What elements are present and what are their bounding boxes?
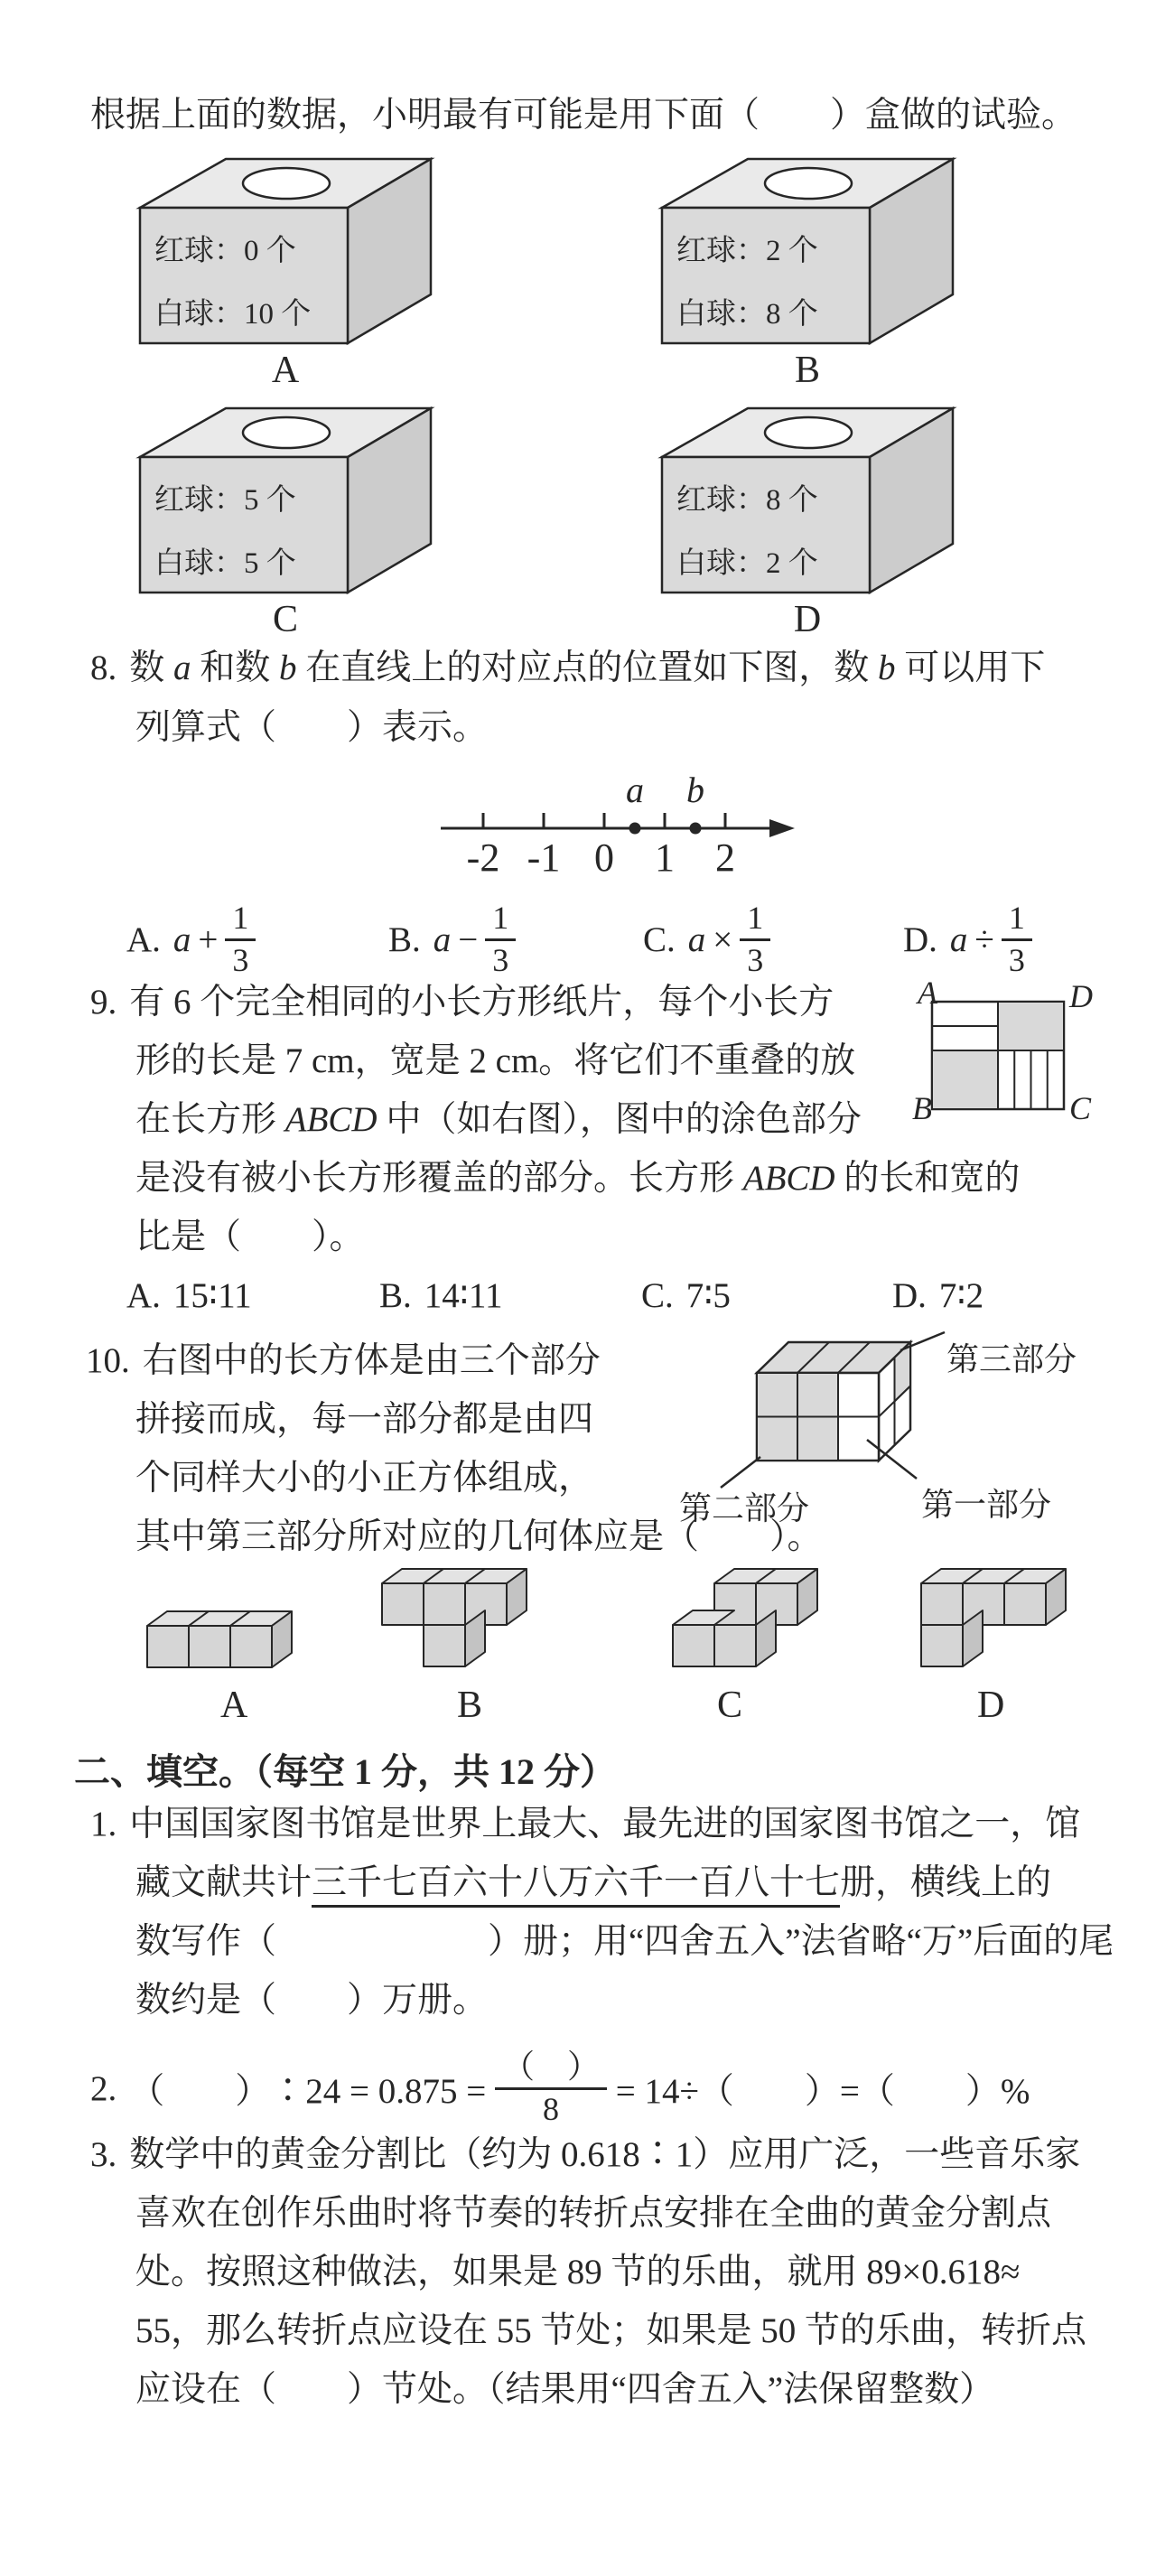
option-variable: a xyxy=(687,919,706,959)
q10-option-a-figure xyxy=(144,1607,325,1679)
tick-label: 0 xyxy=(594,835,614,880)
corner-d-label: D xyxy=(1069,978,1093,1014)
fill3-line-3: 处。按照这种做法，如果是 89 节的乐曲，就用 89×0.618≈ xyxy=(135,2253,1021,2291)
q9-line-3: 在长方形 ABCD 中（如右图），图中的涂色部分 xyxy=(135,1100,862,1139)
q10-line-4: 其中第三部分所对应的几何体应是（ ）。 xyxy=(135,1517,823,1556)
rectangle-abcd-figure xyxy=(912,966,1147,1129)
option-letter: B. xyxy=(388,919,421,959)
tick-label: -1 xyxy=(527,835,561,880)
option-operator: − xyxy=(458,919,479,959)
ball-box-a-figure xyxy=(131,152,440,350)
q9-option-b xyxy=(379,1275,502,1316)
q8-text-1: 数 a 和数 b 在直线上的对应点的位置如下图，数 b 可以用下 xyxy=(129,649,1046,687)
q10-number: 10. xyxy=(86,1341,130,1380)
point-a-label: a xyxy=(626,770,644,810)
number-line-figure xyxy=(424,759,822,885)
box-a-label: A xyxy=(271,350,300,391)
equation-part-2: = 14÷（ ）=（ ）% xyxy=(607,2072,1030,2111)
q10-option-c-label: C xyxy=(717,1685,743,1726)
fill1-text-2-post: 册，横线上的 xyxy=(840,1863,1052,1902)
fraction-denominator: 8 xyxy=(543,2090,559,2127)
q9-line-4: 是没有被小长方形覆盖的部分。长方形 ABCD 的长和宽的 xyxy=(135,1159,1021,1198)
first-part-label: 第一部分 xyxy=(921,1487,1052,1523)
white-ball-count: 白球：10 个 xyxy=(154,298,312,331)
q10-option-a-label: A xyxy=(220,1685,248,1726)
option-operator: ÷ xyxy=(974,919,994,959)
fill2-number: 2. xyxy=(90,2068,117,2108)
q9-line-1 xyxy=(90,981,834,1025)
q10-line-3: 个同样大小的小正方体组成， xyxy=(135,1459,594,1498)
fraction xyxy=(485,899,516,979)
fraction-numerator: 1 xyxy=(740,899,770,940)
option-letter: B. xyxy=(379,1276,412,1315)
red-ball-count: 红球：5 个 xyxy=(154,484,296,517)
section-2-header: 二、填空。（每空 1 分，共 12 分） xyxy=(74,1751,616,1792)
third-part-label: 第三部分 xyxy=(946,1341,1077,1377)
point-a-dot xyxy=(629,823,641,835)
point-b-dot xyxy=(690,823,702,835)
fill3-line-4: 55，那么转折点应设在 55 节处；如果是 50 节的乐曲，转折点 xyxy=(135,2311,1087,2350)
fill3-line-5: 应设在（ ）节处。（结果用“四舍五入”法保留整数） xyxy=(135,2370,995,2409)
fill1-text-2-pre: 藏文献共计 xyxy=(135,1863,312,1902)
white-ball-count: 白球：5 个 xyxy=(154,547,296,580)
fraction-denominator: 3 xyxy=(492,941,509,978)
fraction-numerator: 1 xyxy=(225,899,256,940)
fill3-line-1 xyxy=(90,2133,1080,2178)
fraction-numerator: 1 xyxy=(1002,899,1032,940)
option-letter: A. xyxy=(126,1276,161,1315)
option-operator: × xyxy=(713,919,733,959)
box-hole xyxy=(765,168,852,199)
second-part-label: 第二部分 xyxy=(679,1490,810,1526)
option-letter: D. xyxy=(903,919,937,959)
corner-a-label: A xyxy=(918,975,937,1011)
q9-number: 9. xyxy=(90,983,117,1022)
fraction-denominator: 3 xyxy=(1008,941,1025,978)
q10-option-b-figure xyxy=(379,1564,560,1678)
shaded-region-bottom-left xyxy=(932,1050,998,1109)
box-hole xyxy=(765,417,852,448)
red-ball-count: 红球：2 个 xyxy=(676,235,818,267)
ball-box-c-figure xyxy=(131,401,440,600)
corner-b-label: B xyxy=(912,1090,932,1126)
option-variable: a xyxy=(433,919,452,959)
fill2-equation xyxy=(90,2038,1030,2139)
corner-c-label: C xyxy=(1069,1090,1092,1126)
ball-box-b-figure xyxy=(653,152,962,350)
option-value: 14∶11 xyxy=(424,1276,503,1315)
option-value: 7∶5 xyxy=(685,1276,731,1315)
fill1-line-2 xyxy=(135,1862,1051,1906)
option-letter: D. xyxy=(892,1276,927,1315)
fraction xyxy=(495,2048,607,2128)
q9-text-1: 有 6 个完全相同的小长方形纸片，每个小长方 xyxy=(129,983,834,1022)
fraction-denominator: 3 xyxy=(747,941,764,978)
shaded-region-top-right xyxy=(998,1002,1064,1050)
fill3-line-2: 喜欢在创作乐曲时将节奏的转折点安排在全曲的黄金分割点 xyxy=(135,2194,1052,2233)
option-letter: A. xyxy=(126,919,161,959)
box-c-label: C xyxy=(272,599,298,640)
q10-option-c-figure xyxy=(670,1564,851,1678)
red-ball-count: 红球：8 个 xyxy=(676,484,818,517)
q8-option-c xyxy=(643,894,770,985)
option-operator: + xyxy=(198,919,219,959)
fraction xyxy=(225,899,256,979)
option-variable: a xyxy=(949,919,968,959)
q10-text-1: 右图中的长方体是由三个部分 xyxy=(142,1341,601,1380)
q9-option-d xyxy=(892,1275,984,1316)
q8-option-a xyxy=(126,894,256,985)
q10-line-1 xyxy=(86,1339,601,1384)
box-hole xyxy=(243,417,330,448)
arrow-right-icon xyxy=(769,819,795,837)
q10-option-d-figure xyxy=(918,1564,1099,1678)
q10-option-b-label: B xyxy=(457,1685,483,1726)
option-letter: C. xyxy=(643,919,676,959)
underlined-number-words: 三千七百六十八万六千一百八十七 xyxy=(312,1863,840,1908)
fill1-line-4: 数约是（ ）万册。 xyxy=(135,1981,489,2020)
fill1-text-1: 中国国家图书馆是世界上最大、最先进的国家图书馆之一，馆 xyxy=(129,1805,1081,1843)
fill3-text-1: 数学中的黄金分割比（约为 0.618∶1）应用广泛，一些音乐家 xyxy=(129,2135,1081,2174)
white-ball-count: 白球：8 个 xyxy=(676,298,818,331)
fraction-numerator: （ ） xyxy=(495,2048,607,2089)
q8-line-1 xyxy=(90,647,1045,691)
option-value: 7∶2 xyxy=(938,1276,984,1315)
option-value: 15∶11 xyxy=(172,1276,252,1315)
tick-label: 2 xyxy=(715,835,735,880)
fraction-numerator: 1 xyxy=(485,899,516,940)
fill1-line-3: 数写作（ ）册；用“四舍五入”法省略“万”后面的尾 xyxy=(135,1922,1114,1961)
fill1-number: 1. xyxy=(90,1805,117,1843)
option-variable: a xyxy=(172,919,191,959)
fill1-line-1 xyxy=(90,1803,1080,1847)
ball-box-d-figure xyxy=(653,401,962,600)
q9-option-c xyxy=(641,1275,731,1316)
fraction xyxy=(740,899,770,979)
q7-intro-line: 根据上面的数据，小明最有可能是用下面（ ）盒做的试验。 xyxy=(90,96,1077,135)
q9-line-2: 形的长是 7 cm，宽是 2 cm。将它们不重叠的放 xyxy=(135,1041,856,1080)
q10-option-d-label: D xyxy=(977,1685,1005,1726)
fraction-denominator: 3 xyxy=(232,941,249,978)
q8-line-2: 列算式（ ）表示。 xyxy=(135,708,489,747)
point-b-label: b xyxy=(686,770,704,810)
q9-option-a xyxy=(126,1275,252,1316)
q8-number: 8. xyxy=(90,649,117,687)
red-ball-count: 红球：0 个 xyxy=(154,235,296,267)
equation-part-1: （ ）∶24 = 0.875 = xyxy=(129,2072,495,2111)
q10-line-2: 拼接而成，每一部分都是由四 xyxy=(135,1400,594,1439)
option-letter: C. xyxy=(641,1276,674,1315)
q9-line-5: 比是（ ）。 xyxy=(135,1218,365,1256)
fill3-number: 3. xyxy=(90,2135,117,2174)
white-ball-count: 白球：2 个 xyxy=(676,547,818,580)
box-hole xyxy=(243,168,330,199)
q8-option-b xyxy=(388,894,516,985)
box-d-label: D xyxy=(793,599,822,640)
tick-label: 1 xyxy=(655,835,675,880)
tick-label: -2 xyxy=(466,835,500,880)
box-b-label: B xyxy=(794,350,820,391)
